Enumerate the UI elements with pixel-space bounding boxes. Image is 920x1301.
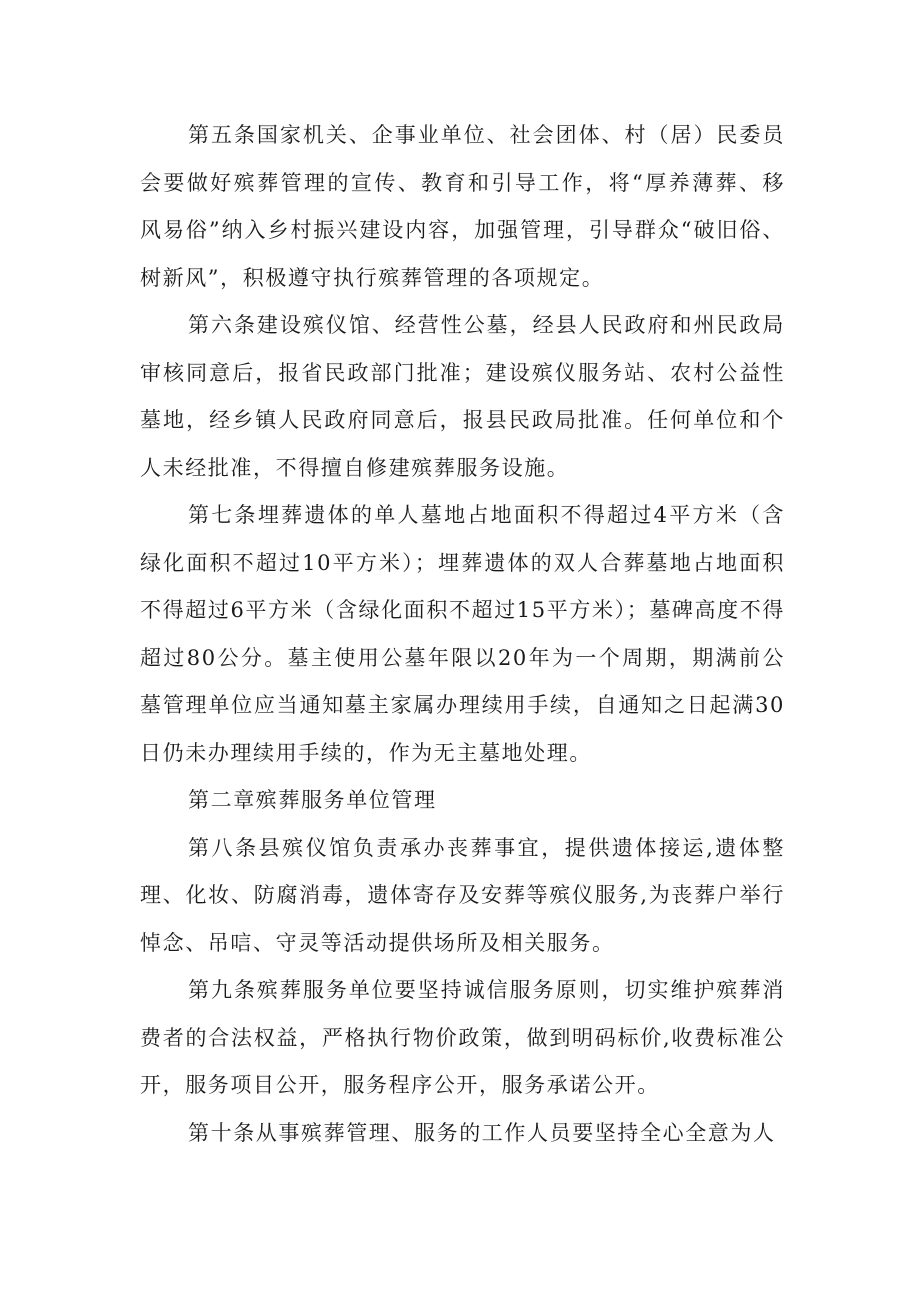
article-9-paragraph: 第九条殡葬服务单位要坚持诚信服务原则，切实维护殡葬消费者的合法权益，严格执行物价政策，做到明码标价,收费标准公开，服务项目公开，服务程序公开，服务承诺公开。 xyxy=(140,978,785,1097)
article-6-paragraph: 第六条建设殡仪馆、经营性公墓，经县人民政府和州民政局审核同意后，报省民政部门批准；建设殡仪服务站、农村公益性墓地，经乡镇人民政府同意后，报县民政局批准。任何单位和个人未经批准，不得擅自修建殡葬服务设施。 xyxy=(140,313,785,480)
chapter-2-heading: 第二章殡葬服务单位管理 xyxy=(188,788,437,812)
article-10-paragraph: 第十条从事殡葬管理、服务的工作人员要坚持全心全意为人 xyxy=(188,1120,776,1145)
article-8-paragraph: 第八条县殡仪馆负责承办丧葬事宜，提供遗体接运,遗体整理、化妆、防腐消毒，遗体寄存及安葬等殡仪服务,为丧葬户举行悼念、吊唁、守灵等活动提供场所及相关服务。 xyxy=(140,835,785,955)
article-7-paragraph: 第七条埋葬遗体的单人墓地占地面积不得超过4平方米（含绿化面积不超过10平方米）；埋葬遗体的双人合葬墓地占地面积不得超过6平方米（含绿化面积不超过15平方米）；墓碑高度不得超过80公分。墓主使用公墓年限以20年为一个周期，期满前公墓管理单位应当通知墓主家属办理续用手续，自通知之日起满30日仍未办理续用手续的，作为无主墓地处理。 xyxy=(140,503,785,765)
document-page xyxy=(140,112,785,1157)
article-5-paragraph: 第五条国家机关、企事业单位、社会团体、村（居）民委员会要做好殡葬管理的宣传、教育和引导工作，将“厚养薄葬、移风易俗”纳入乡村振兴建设内容，加强管理，引导群众“破旧俗、树新风”，积极遵守执行殡葬管理的各项规定。 xyxy=(140,123,785,290)
